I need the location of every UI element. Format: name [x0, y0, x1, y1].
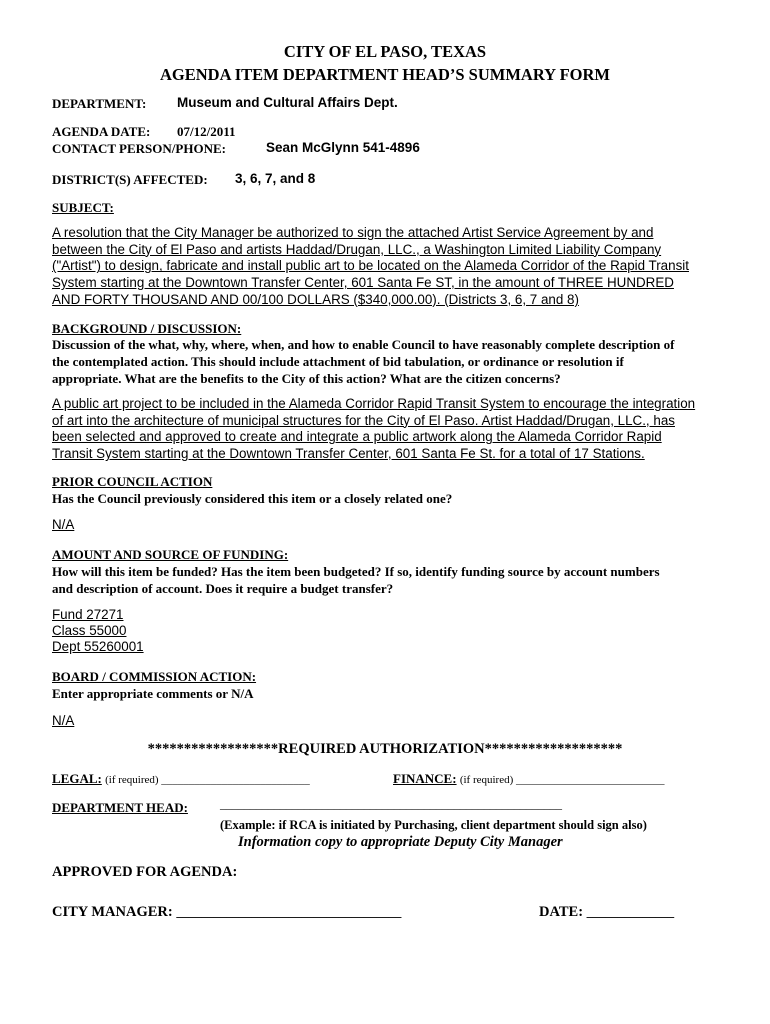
legal-label: LEGAL: [52, 771, 102, 786]
background-answer [52, 396, 732, 463]
funding-prompt [52, 563, 732, 597]
legal-signature-row [52, 771, 310, 787]
department-value: Museum and Cultural Affairs Dept. [177, 95, 398, 110]
agenda-date-label: AGENDA DATE: [52, 124, 151, 139]
subject-heading: SUBJECT: [52, 200, 114, 215]
date-row [539, 904, 674, 921]
answer-line: Class 55000 [52, 623, 127, 638]
city-manager-signature-line[interactable]: ____________________________________ [176, 905, 402, 919]
department-head-signature-line[interactable]: _________________________________________________________ [220, 797, 562, 811]
answer-line: been selected and approved to create and integrate a public artwork along the Alameda Corridor Rapid [52, 429, 662, 445]
answer-line: Transit System starting at the Downtown Transfer Center, 601 Santa Fe St. for a total of 17 Stations. [52, 446, 645, 462]
background-prompt [52, 336, 732, 387]
information-copy-note: Information copy to appropriate Deputy City Manager [238, 834, 563, 850]
department-head-label: DEPARTMENT HEAD: [52, 800, 188, 815]
subject-line: ("Artist") to design, fabricate and install public art to be located on the Alameda Corridor of the Rapid Transit [52, 258, 689, 274]
funding-answer [52, 607, 144, 655]
date-label: DATE: [539, 904, 584, 920]
funding-heading: AMOUNT AND SOURCE OF FUNDING: [52, 547, 289, 562]
approved-for-agenda-label: APPROVED FOR AGENDA: [52, 864, 238, 880]
example-note: (Example: if RCA is initiated by Purchasing, client department should sign also) [220, 818, 647, 832]
subject-line: A resolution that the City Manager be authorized to sign the attached Artist Service Agreement by and [52, 225, 654, 240]
department-label: DEPARTMENT: [52, 96, 147, 111]
agenda-date-value: 07/12/2011 [177, 124, 236, 139]
subject-line: System starting at the Downtown Transfer Center, 601 Santa Fe ST, in the amount of THREE HUNDRED [52, 275, 674, 291]
legal-signature-line[interactable]: (if required) ___________________________ [105, 774, 310, 786]
prompt-line: How will this item be funded? Has the item been budgeted? If so, identify funding source by account numbers [52, 564, 660, 579]
districts-value: 3, 6, 7, and 8 [235, 171, 316, 186]
board-heading: BOARD / COMMISSION ACTION: [52, 669, 257, 684]
districts-label: DISTRICT(S) AFFECTED: [52, 172, 208, 187]
finance-signature-row [393, 771, 665, 787]
date-signature-line[interactable]: ______________ [586, 905, 675, 919]
answer-line: Fund 27271 [52, 607, 124, 622]
city-manager-label: CITY MANAGER: [52, 904, 173, 920]
contact-label: CONTACT PERSON/PHONE: [52, 141, 226, 156]
form-title-line-2: AGENDA ITEM DEPARTMENT HEAD’S SUMMARY FORM [160, 65, 610, 84]
prompt-line: the contemplated action. This should include attachment of bid tabulation, or ordinance or resolution if [52, 354, 624, 369]
subject-line: between the City of El Paso and artists Haddad/Drugan, LLC., a Washington Limited Liability Company [52, 241, 662, 257]
subject-text [52, 225, 732, 309]
background-heading: BACKGROUND / DISCUSSION: [52, 321, 242, 336]
finance-label: FINANCE: [393, 771, 457, 786]
answer-line: A public art project to be included in the Alameda Corridor Rapid Transit System to encourage the integration [52, 396, 696, 411]
prompt-line: appropriate. What are the benefits to the City of this action? What are the citizen concerns? [52, 371, 561, 386]
prompt-line: and description of account. Does it require a budget transfer? [52, 581, 394, 596]
prior-council-heading: PRIOR COUNCIL ACTION [52, 474, 213, 489]
contact-value: Sean McGlynn 541-4896 [266, 140, 420, 155]
answer-line: of art into the architecture of municipal structures for the City of El Paso. Artist Haddad/Drugan, LLC., has [52, 412, 675, 428]
board-answer: N/A [52, 713, 75, 728]
city-manager-row [52, 904, 401, 921]
finance-signature-line[interactable]: (if required) ___________________________ [459, 774, 665, 786]
subject-line: AND FORTY THOUSAND AND 00/100 DOLLARS ($340,000.00). (Districts 3, 6, 7 and 8) [52, 291, 579, 307]
form-title-line-1: CITY OF EL PASO, TEXAS [283, 42, 487, 61]
prior-council-answer: N/A [52, 517, 75, 532]
answer-line: Dept 55260001 [52, 639, 144, 654]
board-prompt: Enter appropriate comments or N/A [52, 686, 254, 701]
prompt-line: Discussion of the what, why, where, when, and how to enable Council to have reasonably complete description of [52, 337, 675, 352]
prior-council-prompt: Has the Council previously considered this item or a closely related one? [52, 491, 453, 506]
required-authorization-heading: ******************REQUIRED AUTHORIZATION******************* [147, 741, 623, 757]
